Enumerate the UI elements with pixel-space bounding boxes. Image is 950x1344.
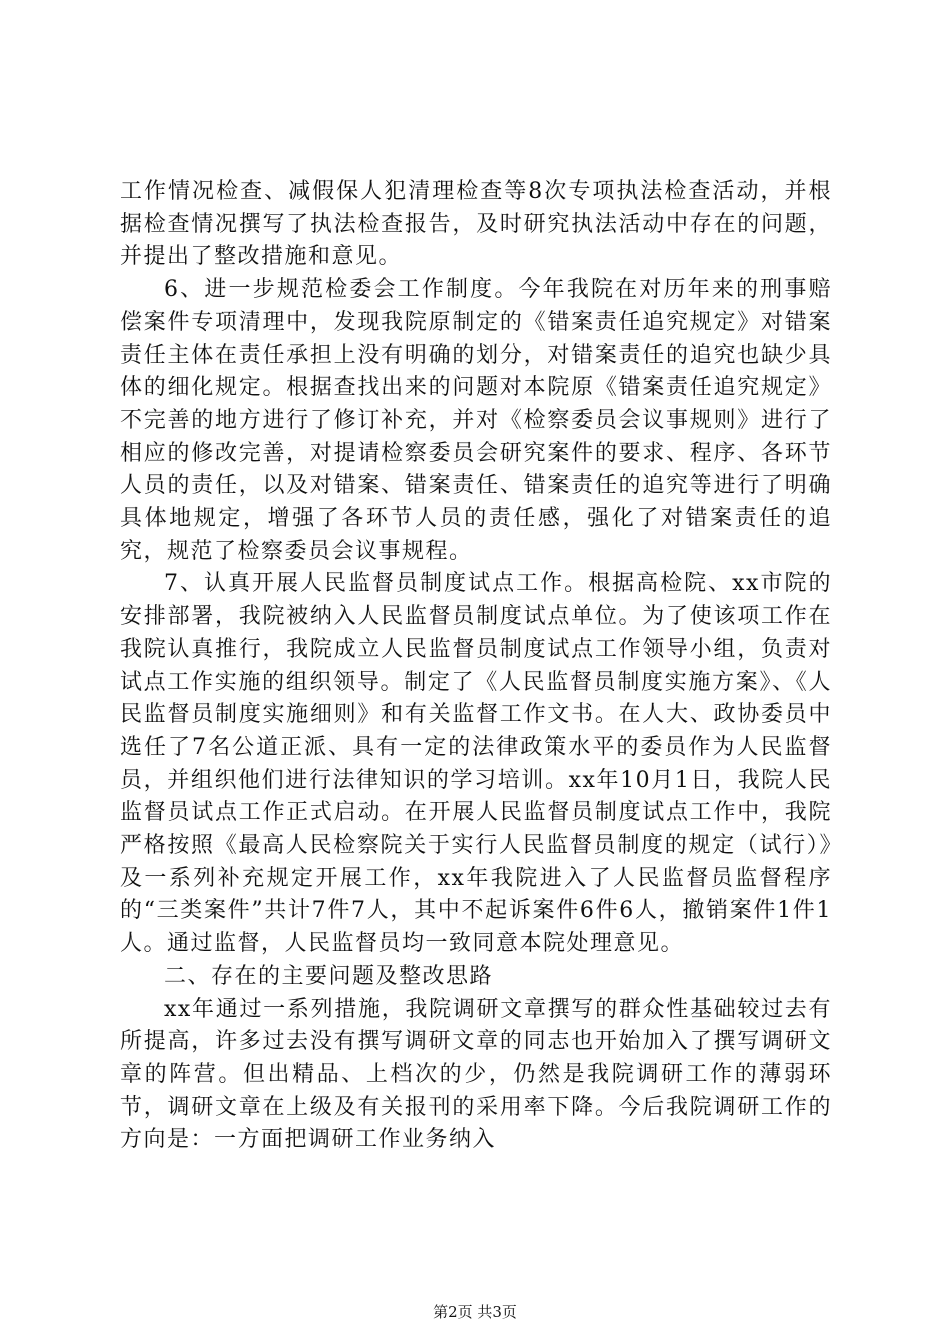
paragraph-item-6: 6、进一步规范检委会工作制度。今年我院在对历年来的刑事赔偿案件专项清理中，发现我院原制定的《错案责任追究规定》对错案责任主体在责任承担上没有明确的划分，对错案责任的追究也缺少具体的细化规定。根据查找出来的问题对本院原《错案责任追究规定》不完善的地方进行了修订补充，并对《检察委员会议事规则》进行了相应的修改完善，对提请检察委员会研究案件的要求、程序、各环节人员的责任，以及对错案、错案责任、错案责任的追究等进行了明确具体地规定，增强了各环节人员的责任感，强化了对错案责任的追究，规范了检察委员会议事规程。 (120, 277, 832, 564)
document-body (120, 176, 832, 1157)
section-heading: 二、存在的主要问题及整改思路 (164, 963, 494, 989)
paragraph-item-7: 7、认真开展人民监督员制度试点工作。根据高检院、xx市院的安排部署，我院被纳入人民监督员制度试点单位。为了使该项工作在我院认真推行，我院成立人民监督员制度试点工作领导小组，负责对试点工作实施的组织领导。制定了《人民监督员制度实施方案》、《人民监督员制度实施细则》和有关监督工作文书。在人大、政协委员中选任了7名公道正派、具有一定的法律政策水平的委员作为人民监督员，并组织他们进行法律知识的学习培训。xx年10月1日，我院人民监督员试点工作正式启动。在开展人民监督员制度试点工作中，我院严格按照《最高人民检察院关于实行人民监督员制度的规定（试行）》及一系列补充规定开展工作，xx年我院进入了人民监督员监督程序的“三类案件”共计7件7人，其中不起诉案件6件6人，撤销案件1件1人。通过监督，人民监督员均一致同意本院处理意见。 (120, 571, 832, 957)
page-footer: 第2页 共3页 (433, 1303, 517, 1321)
paragraph-continuation: 工作情况检查、减假保人犯清理检查等8次专项执法检查活动，并根据检查情况撰写了执法检查报告，及时研究执法活动中存在的问题，并提出了整改措施和意见。 (120, 179, 832, 270)
paragraph-problems: xx年通过一系列措施，我院调研文章撰写的群众性基础较过去有所提高，许多过去没有撰写调研文章的同志也开始加入了撰写调研文章的阵营。但出精品、上档次的少，仍然是我院调研工作的薄弱环节，调研文章在上级及有关报刊的采用率下降。今后我院调研工作的方向是：一方面把调研工作业务纳入 (120, 996, 832, 1153)
